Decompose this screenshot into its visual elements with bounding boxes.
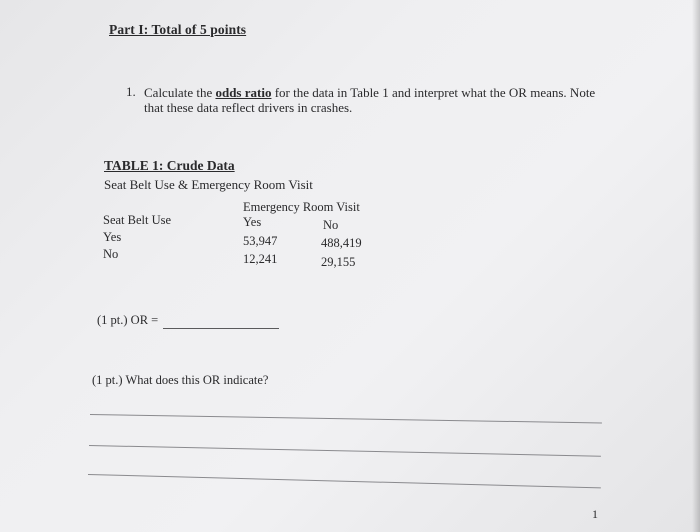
table-title: TABLE 1: Crude Data: [104, 158, 235, 173]
question-1-line1-before: Calculate the: [144, 85, 216, 100]
section-title: Part I: Total of 5 points: [109, 22, 247, 37]
question-1-line1-after: for the data in Table 1 and interpret what the OR means. Note: [271, 85, 596, 100]
table-subtitle: Seat Belt Use & Emergency Room Visit: [104, 177, 313, 192]
table-row-label-yes: Yes: [103, 230, 122, 244]
table-cell-no-yes: 12,241: [243, 252, 278, 266]
question-2-text: (1 pt.) What does this OR indicate?: [92, 373, 269, 387]
question-1-line2: that these data reflect drivers in crashes.: [144, 100, 353, 115]
table-column-header-yes: Yes: [243, 215, 262, 229]
table-cell-yes-no: 488,419: [321, 236, 362, 250]
table-row-header: Seat Belt Use: [103, 213, 172, 227]
answer-line-2[interactable]: [89, 445, 601, 457]
table-column-header-no: No: [323, 218, 339, 232]
question-1-text: [144, 85, 595, 115]
page-number: 1: [592, 507, 598, 521]
table-column-group-header: Emergency Room Visit: [243, 200, 360, 214]
table-row-label-no: No: [103, 247, 119, 261]
or-prompt-label: (1 pt.) OR =: [97, 313, 159, 327]
answer-line-3[interactable]: [88, 474, 601, 488]
answer-line-1[interactable]: [90, 414, 602, 423]
table-cell-no-no: 29,155: [321, 255, 356, 269]
question-1-emphasis: odds ratio: [215, 85, 272, 100]
question-1-number: 1.: [126, 84, 136, 99]
table-cell-yes-yes: 53,947: [243, 234, 278, 248]
or-answer-blank[interactable]: [163, 328, 279, 329]
